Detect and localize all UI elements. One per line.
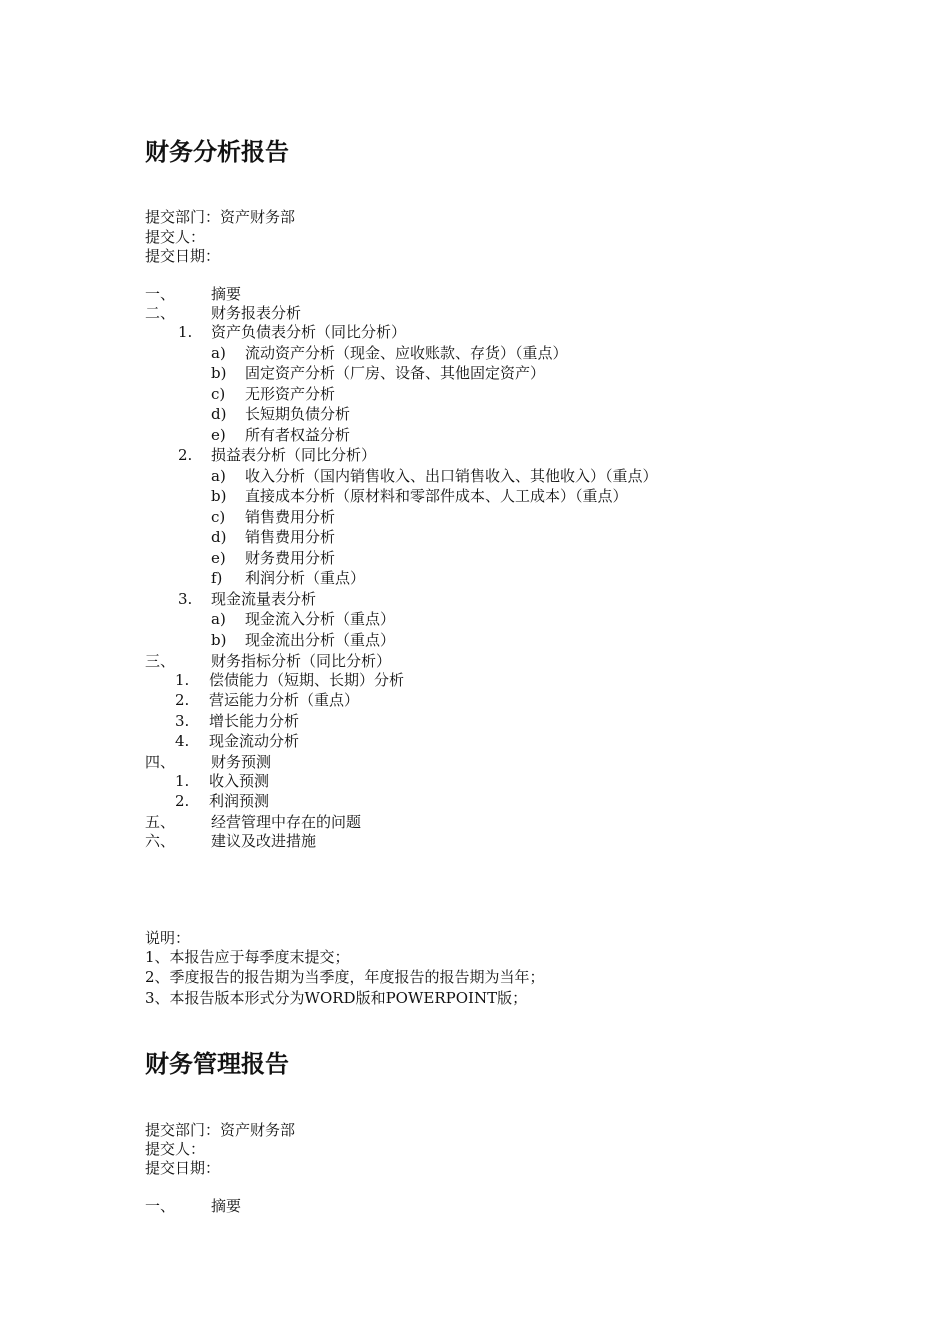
outline-number: 五、: [145, 813, 176, 831]
outline-text: 摘要: [211, 285, 242, 303]
outline-text: 财务指标分析（同比分析）: [211, 652, 392, 670]
outline-text: 销售费用分析: [245, 528, 336, 546]
outline-number: 1.: [175, 671, 190, 689]
outline-number: 二、: [145, 304, 176, 322]
outline-number: 2.: [175, 792, 190, 810]
outline-text: 损益表分析（同比分析）: [211, 446, 377, 464]
outline-text: 财务费用分析: [245, 549, 336, 567]
outline-text: 现金流动分析: [209, 732, 300, 750]
outline-text: 流动资产分析（现金、应收账款、存货）（重点）: [245, 344, 568, 362]
note-item: 1、本报告应于每季度末提交；: [145, 948, 350, 966]
report2-meta-submitter: 提交人：: [145, 1140, 206, 1158]
outline-number: e): [211, 426, 226, 444]
outline-number: b): [211, 364, 227, 382]
note-item: 2、季度报告的报告期为当季度，年度报告的报告期为当年；: [145, 968, 545, 986]
outline-text: 收入预测: [209, 772, 270, 790]
outline-text: 现金流入分析（重点）: [245, 610, 396, 628]
outline-number: 2.: [175, 691, 190, 709]
outline-number: 3.: [178, 590, 193, 608]
outline-number: b): [211, 631, 227, 649]
outline-text: 资产负债表分析（同比分析）: [211, 323, 407, 341]
outline-number: f): [211, 569, 223, 587]
outline-text: 偿债能力（短期、长期）分析: [209, 671, 405, 689]
note-item: 3、本报告版本形式分为WORD版和POWERPOINT版；: [145, 989, 528, 1007]
report2-meta-date: 提交日期：: [145, 1159, 221, 1177]
outline-number: b): [211, 487, 227, 505]
outline-text: 建议及改进措施: [211, 832, 317, 850]
outline-number: a): [211, 467, 226, 485]
outline-text: 摘要: [211, 1197, 242, 1215]
report2-title: 财务管理报告: [145, 1050, 289, 1078]
outline-number: 4.: [175, 732, 190, 750]
outline-text: 营运能力分析（重点）: [209, 691, 360, 709]
outline-text: 增长能力分析: [209, 712, 300, 730]
report1-meta-date: 提交日期：: [145, 247, 221, 265]
outline-number: 六、: [145, 832, 176, 850]
outline-text: 现金流量表分析: [211, 590, 317, 608]
outline-text: 财务报表分析: [211, 304, 302, 322]
outline-number: a): [211, 610, 226, 628]
outline-text: 直接成本分析（原材料和零部件成本、人工成本）（重点）: [245, 487, 628, 505]
outline-text: 长短期负债分析: [245, 405, 351, 423]
outline-number: 3.: [175, 712, 190, 730]
outline-text: 现金流出分析（重点）: [245, 631, 396, 649]
outline-number: 1.: [178, 323, 193, 341]
notes-heading: 说明：: [145, 929, 191, 947]
report1-title: 财务分析报告: [145, 138, 289, 166]
outline-number: 2.: [178, 446, 193, 464]
outline-text: 所有者权益分析: [245, 426, 351, 444]
outline-text: 利润预测: [209, 792, 270, 810]
outline-text: 经营管理中存在的问题: [211, 813, 362, 831]
outline-number: d): [211, 528, 227, 546]
outline-text: 财务预测: [211, 753, 272, 771]
outline-number: d): [211, 405, 227, 423]
report1-meta-submitter: 提交人：: [145, 228, 206, 246]
outline-text: 无形资产分析: [245, 385, 336, 403]
outline-text: 固定资产分析（厂房、设备、其他固定资产）: [245, 364, 546, 382]
report1-meta-department: 提交部门：资产财务部: [145, 208, 296, 226]
outline-text: 销售费用分析: [245, 508, 336, 526]
outline-number: e): [211, 549, 226, 567]
report2-meta-department: 提交部门：资产财务部: [145, 1121, 296, 1139]
outline-number: 1.: [175, 772, 190, 790]
outline-number: 四、: [145, 753, 176, 771]
outline-number: a): [211, 344, 226, 362]
outline-number: c): [211, 508, 226, 526]
outline-number: c): [211, 385, 226, 403]
outline-text: 利润分析（重点）: [245, 569, 366, 587]
outline-number: 三、: [145, 652, 176, 670]
outline-text: 收入分析（国内销售收入、出口销售收入、其他收入）（重点）: [245, 467, 658, 485]
outline-number: 一、: [145, 1197, 176, 1215]
outline-number: 一、: [145, 285, 176, 303]
